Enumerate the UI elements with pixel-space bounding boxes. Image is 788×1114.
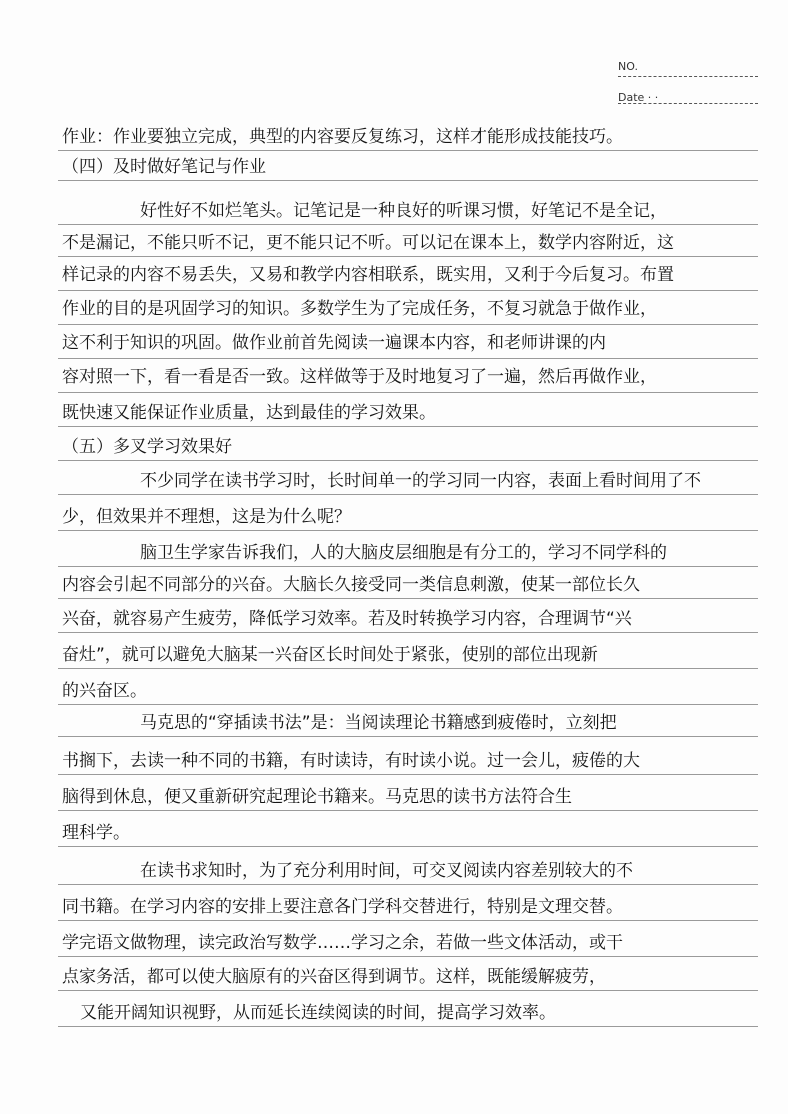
text-line: 奋灶”，就可以避免大脑某一兴奋区长时间处于紧张，使别的部位出现新 [62, 645, 598, 665]
text-line: 既快速又能保证作业质量，达到最佳的学习效果。 [62, 403, 436, 423]
ruled-line [58, 324, 758, 325]
text-line: 在读书求知时，为了充分利用时间，可交叉阅读内容差别较大的不 [140, 861, 633, 881]
text-line: 学完语文做物理，读完政治写数学……学习之余，若做一些文体活动，或干 [62, 933, 623, 953]
text-line: 容对照一下，看一看是否一致。这样做等于及时地复习了一遍，然后再做作业， [62, 367, 657, 387]
text-line: 脑得到休息，便又重新研究起理论书籍来。马克思的读书方法符合生 [62, 787, 572, 807]
number-label: NO. [618, 60, 638, 73]
section-heading-five: （五）多叉学习效果好 [62, 437, 232, 457]
text-line: 的兴奋区。 [62, 681, 147, 701]
text-line: 作业：作业要独立完成，典型的内容要反复练习，这样才能形成技能技巧。 [62, 127, 623, 147]
ruled-line [58, 392, 758, 393]
text-line: 脑卫生学家告诉我们，人的大脑皮层细胞是有分工的，学习不同学科的 [140, 543, 667, 563]
text-line: 作业的目的是巩固学习的知识。多数学生为了完成任务，不复习就急于做作业， [62, 299, 657, 319]
text-line: 不是漏记，不能只听不记，更不能只记不听。可以记在课本上，数学内容附近，这 [62, 233, 674, 253]
date-dashed-line [618, 103, 758, 104]
date-label: Date · · [618, 91, 659, 104]
text-line: 少，但效果并不理想，这是为什么呢？ [62, 507, 351, 527]
text-line: 书搁下，去读一种不同的书籍，有时读诗，有时读小说。过一会儿，疲倦的大 [62, 751, 640, 771]
ruled-line [58, 290, 758, 291]
text-line: 不少同学在读书学习时，长时间单一的学习同一内容，表面上看时间用了不 [140, 471, 701, 491]
ruled-line [58, 358, 758, 359]
text-line: 这不利于知识的巩固。做作业前首先阅读一遍课本内容，和老师讲课的内 [62, 333, 606, 353]
text-line: 点家务活，都可以使大脑原有的兴奋区得到调节。这样，既能缓解疲劳， [62, 967, 606, 987]
text-line: 又能开阔知识视野，从而延长连续阅读的时间，提高学习效率。 [80, 1003, 556, 1023]
text-line: 马克思的“穿插读书法”是：当阅读理论书籍感到疲倦时，立刻把 [140, 713, 617, 733]
text-line: 理科学。 [62, 823, 130, 843]
text-line: 样记录的内容不易丢失，又易和教学内容相联系，既实用，又利于今后复习。布置 [62, 265, 674, 285]
text-line: 兴奋，就容易产生疲劳，降低学习效率。若及时转换学习内容，合理调节“兴 [62, 609, 632, 629]
text-line: 好性好不如烂笔头。记笔记是一种良好的听课习惯，好笔记不是全记， [140, 201, 667, 221]
text-line: 内容会引起不同部分的兴奋。大脑长久接受同一类信息刺激，使某一部位长久 [62, 575, 640, 595]
number-dashed-line [618, 76, 758, 77]
section-heading-four: （四）及时做好笔记与作业 [62, 157, 266, 177]
text-line: 同书籍。在学习内容的安排上要注意各门学科交替进行，特别是文理交替。 [62, 897, 623, 917]
